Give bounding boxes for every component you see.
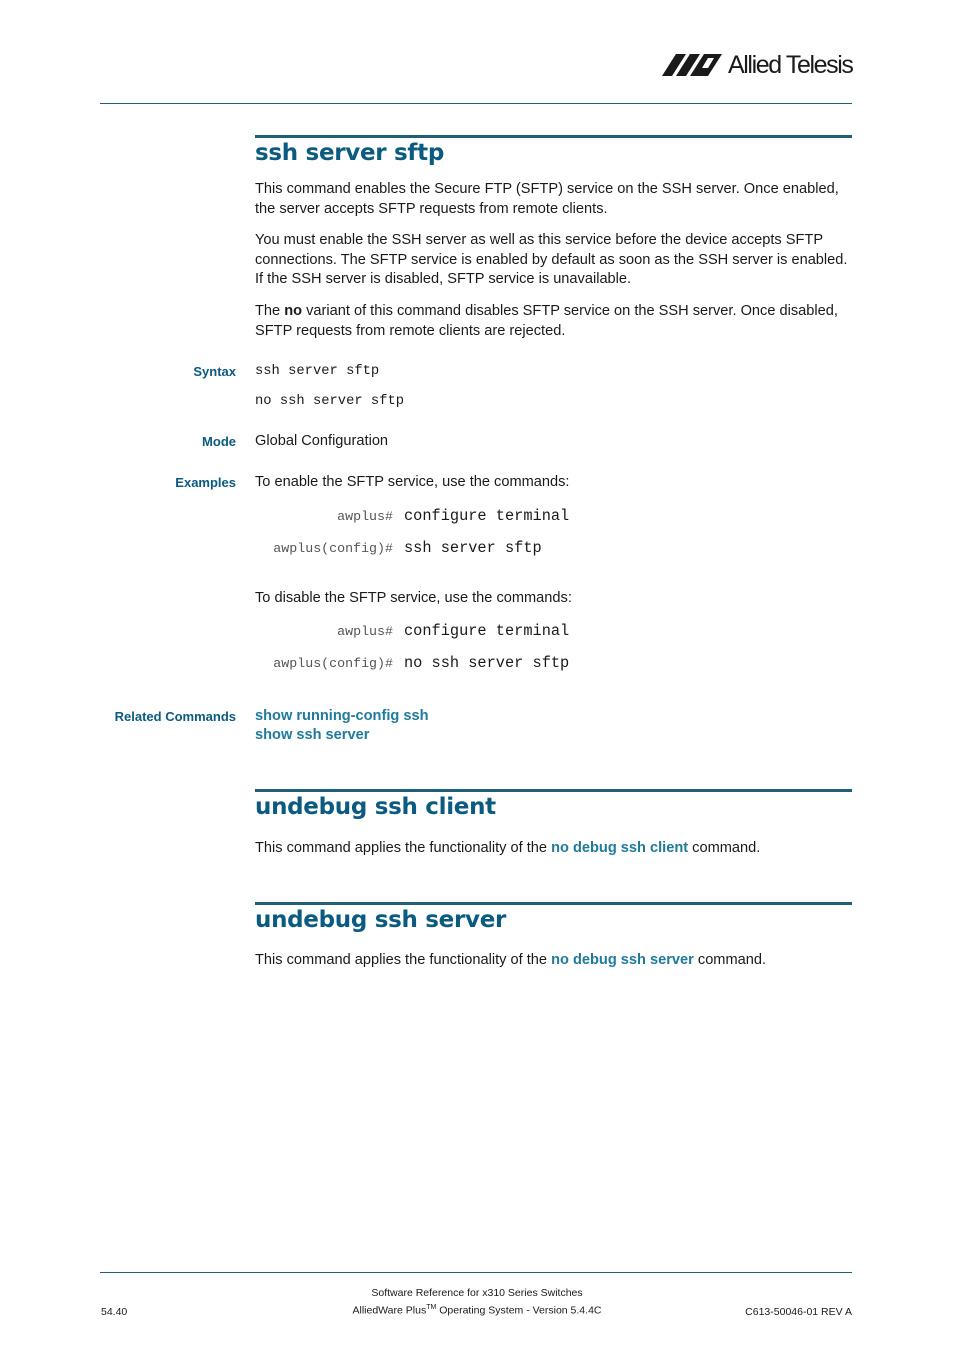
mode-value: Global Configuration [255, 433, 389, 449]
para-text: This command applies the functionality of the [255, 952, 552, 968]
cli-command: configure terminal [404, 622, 570, 640]
example-intro: To disable the SFTP service, use the commands: [255, 590, 572, 606]
page-number: 54.40 [101, 1306, 128, 1318]
footer-os-version: Operating System - Version 5.4.4C [436, 1304, 602, 1317]
description-paragraph [255, 839, 855, 859]
para-text: variant of this command disables SFTP service on the SSH server. Once disabled, SFTP requests from remote clients are rejected. [255, 303, 838, 339]
para-text: The [255, 303, 285, 319]
cli-command: configure terminal [404, 507, 570, 525]
description-paragraph [255, 302, 855, 341]
footer-product: AlliedWare Plus [352, 1304, 427, 1317]
cli-command: no ssh server sftp [404, 654, 570, 672]
section-rule [255, 789, 852, 792]
syntax-line: ssh server sftp [255, 364, 380, 379]
document-id: C613-50046-01 REV A [745, 1306, 852, 1318]
section-title-ssh-server-sftp: ssh server sftp [255, 140, 444, 166]
section-rule [255, 902, 852, 905]
section-title-undebug-ssh-server: undebug ssh server [255, 907, 507, 933]
related-link-show-ssh-server[interactable]: show ssh server [255, 727, 370, 743]
description-paragraph: This command enables the Secure FTP (SFTP) service on the SSH server. Once enabled, the server accepts SFTP requests from remote clients. [255, 181, 839, 217]
related-commands-label: Related Commands [114, 709, 236, 724]
mode-label: Mode [202, 434, 236, 449]
syntax-line: no ssh server sftp [255, 394, 405, 409]
examples-label: Examples [175, 475, 236, 490]
allied-telesis-logo [662, 50, 854, 80]
syntax-label: Syntax [193, 364, 236, 379]
footer-title: Software Reference for x310 Series Switches [371, 1287, 583, 1299]
cli-prompt: awplus# [337, 509, 393, 524]
section-rule [255, 135, 852, 138]
header-rule [100, 103, 852, 104]
para-text: command. [688, 840, 761, 856]
cli-prompt: awplus(config)# [273, 541, 393, 556]
cli-command: ssh server sftp [404, 539, 542, 557]
brand-name: Allied Telesis [728, 51, 853, 79]
para-text: This command applies the functionality of the [255, 840, 552, 856]
related-link-show-running-config-ssh[interactable]: show running-config ssh [255, 708, 429, 724]
description-paragraph [255, 951, 855, 971]
para-text: command. [693, 952, 767, 968]
section-title-undebug-ssh-client: undebug ssh client [255, 794, 496, 820]
no-keyword: no [284, 303, 303, 319]
link-no-debug-ssh-server[interactable]: no debug ssh server [551, 952, 694, 968]
allied-telesis-logo-mark-icon [662, 52, 726, 78]
example-intro: To enable the SFTP service, use the commands: [255, 474, 570, 490]
cli-prompt: awplus# [337, 624, 393, 639]
cli-prompt: awplus(config)# [273, 656, 393, 671]
description-paragraph: You must enable the SSH server as well as this service before the device accepts SFTP connections. The SFTP service is enabled by default as soon as the SSH server is enabled. If the SSH server is disabled, SFTP service is unavailable. [255, 232, 848, 288]
footer-rule [100, 1272, 852, 1273]
link-no-debug-ssh-client[interactable]: no debug ssh client [551, 840, 689, 856]
trademark-mark: TM [426, 1304, 437, 1311]
